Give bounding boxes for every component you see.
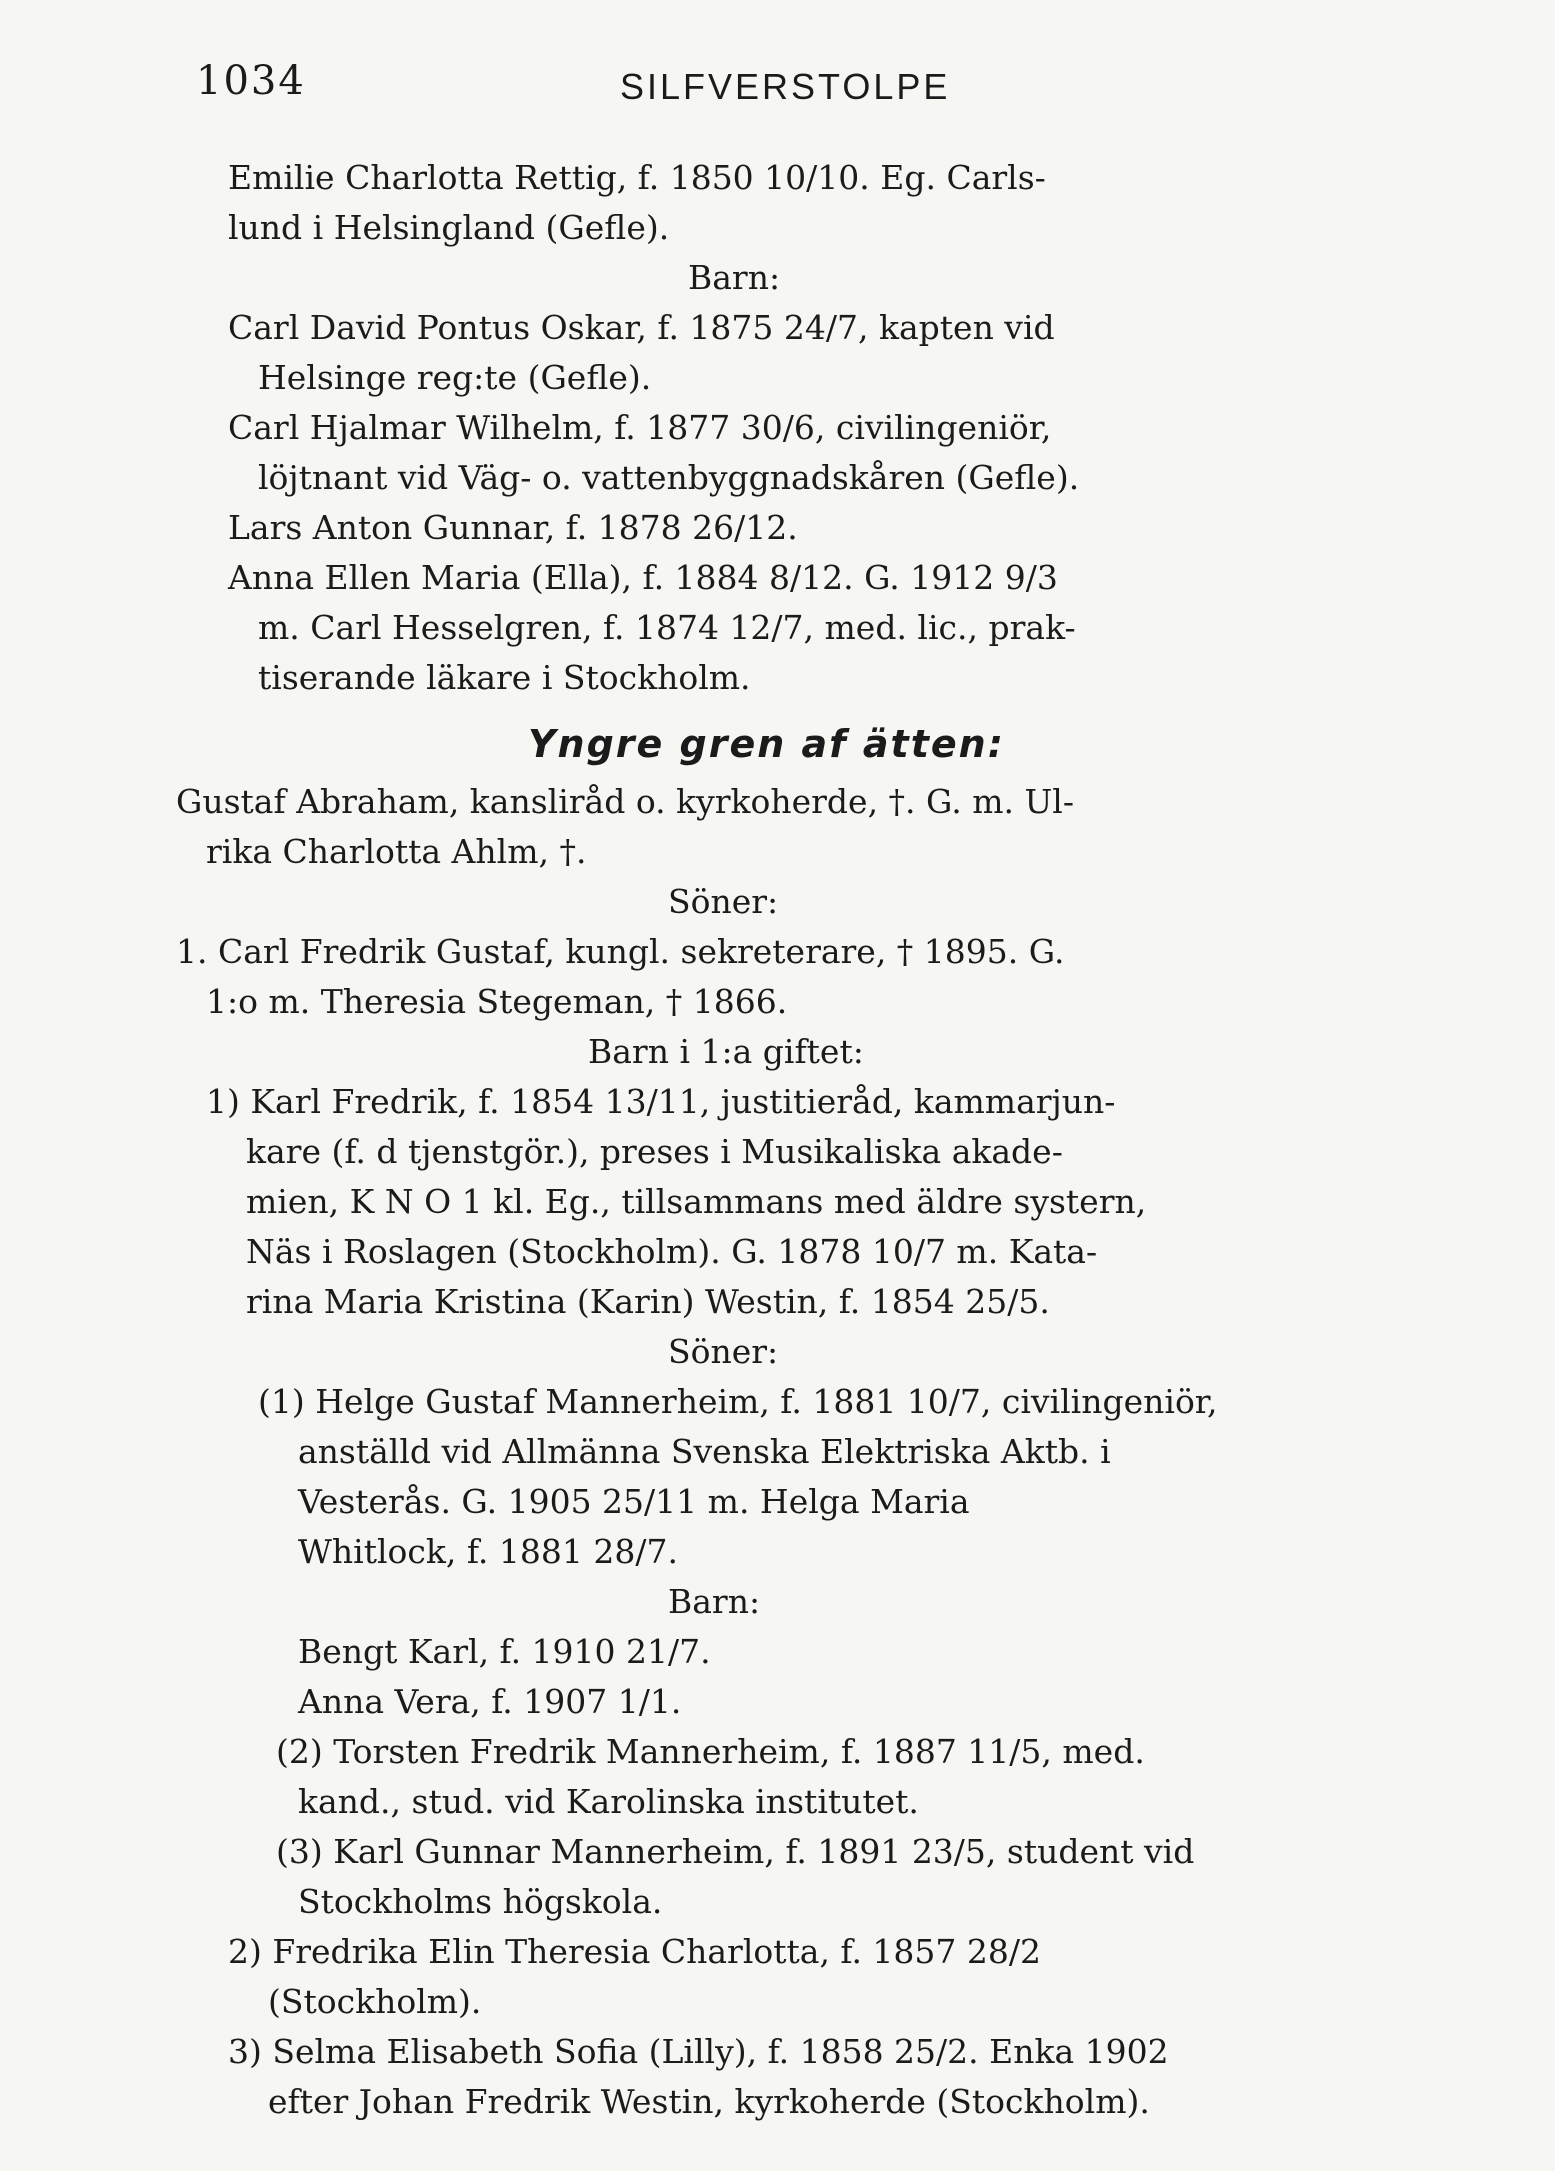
text-line: 3) Selma Elisabeth Sofia (Lilly), f. 1858 25/2. Enka 1902 [228,2032,1169,2071]
section-heading: Yngre gren af ätten: [528,722,1005,766]
text-line: (Stockholm). [268,1982,482,2021]
text-line: mien, K N O 1 kl. Eg., tillsammans med äldre systern, [246,1182,1147,1221]
text-line: 1) Karl Fredrik, f. 1854 13/11, justitieråd, kammarjun- [206,1082,1116,1121]
text-line: (3) Karl Gunnar Mannerheim, f. 1891 23/5, student vid [276,1832,1195,1871]
text-line: Anna Ellen Maria (Ella), f. 1884 8/12. G. 1912 9/3 [228,558,1058,597]
section-label: Söner: [668,1332,779,1371]
text-line: kare (f. d tjenstgör.), preses i Musikaliska akade- [246,1132,1063,1171]
text-line: rina Maria Kristina (Karin) Westin, f. 1854 25/5. [246,1282,1050,1321]
text-line: Gustaf Abraham, kansliråd o. kyrkoherde, †. G. m. Ul- [176,782,1074,821]
text-line: Whitlock, f. 1881 28/7. [298,1532,678,1571]
text-line: tiserande läkare i Stockholm. [258,658,751,697]
text-line: anställd vid Allmänna Svenska Elektriska Aktb. i [298,1432,1111,1471]
text-line: Carl David Pontus Oskar, f. 1875 24/7, kapten vid [228,308,1055,347]
page-number: 1034 [196,58,306,104]
text-line: 1:o m. Theresia Stegeman, † 1866. [206,982,788,1021]
text-line: kand., stud. vid Karolinska institutet. [298,1782,919,1821]
section-label: Barn: [688,258,781,297]
text-line: efter Johan Fredrik Westin, kyrkoherde (Stockholm). [268,2082,1150,2121]
running-title: SILFVERSTOLPE [620,66,951,107]
text-line: lund i Helsingland (Gefle). [228,208,670,247]
text-line: Helsinge reg:te (Gefle). [258,358,652,397]
section-label: Barn: [668,1582,761,1621]
text-line: Näs i Roslagen (Stockholm). G. 1878 10/7 m. Kata- [246,1232,1098,1271]
text-line: Bengt Karl, f. 1910 21/7. [298,1632,711,1671]
section-label: Barn i 1:a giftet: [588,1032,864,1071]
text-line: Stockholms högskola. [298,1882,663,1921]
text-line: Anna Vera, f. 1907 1/1. [298,1682,682,1721]
section-label: Söner: [668,882,779,921]
text-line: löjtnant vid Väg- o. vattenbyggnadskåren (Gefle). [258,458,1080,497]
text-line: rika Charlotta Ahlm, †. [206,832,587,871]
text-line: Emilie Charlotta Rettig, f. 1850 10/10. Eg. Carls- [228,158,1046,197]
text-line: Lars Anton Gunnar, f. 1878 26/12. [228,508,798,547]
text-line: (2) Torsten Fredrik Mannerheim, f. 1887 11/5, med. [276,1732,1145,1771]
text-line: m. Carl Hesselgren, f. 1874 12/7, med. lic., prak- [258,608,1076,647]
text-line: (1) Helge Gustaf Mannerheim, f. 1881 10/7, civilingeniör, [258,1382,1218,1421]
text-line: 2) Fredrika Elin Theresia Charlotta, f. 1857 28/2 [228,1932,1042,1971]
text-line: 1. Carl Fredrik Gustaf, kungl. sekreterare, † 1895. G. [176,932,1065,971]
page-header [0,58,1555,118]
text-line: Carl Hjalmar Wilhelm, f. 1877 30/6, civilingeniör, [228,408,1052,447]
text-line: Vesterås. G. 1905 25/11 m. Helga Maria [298,1482,970,1521]
